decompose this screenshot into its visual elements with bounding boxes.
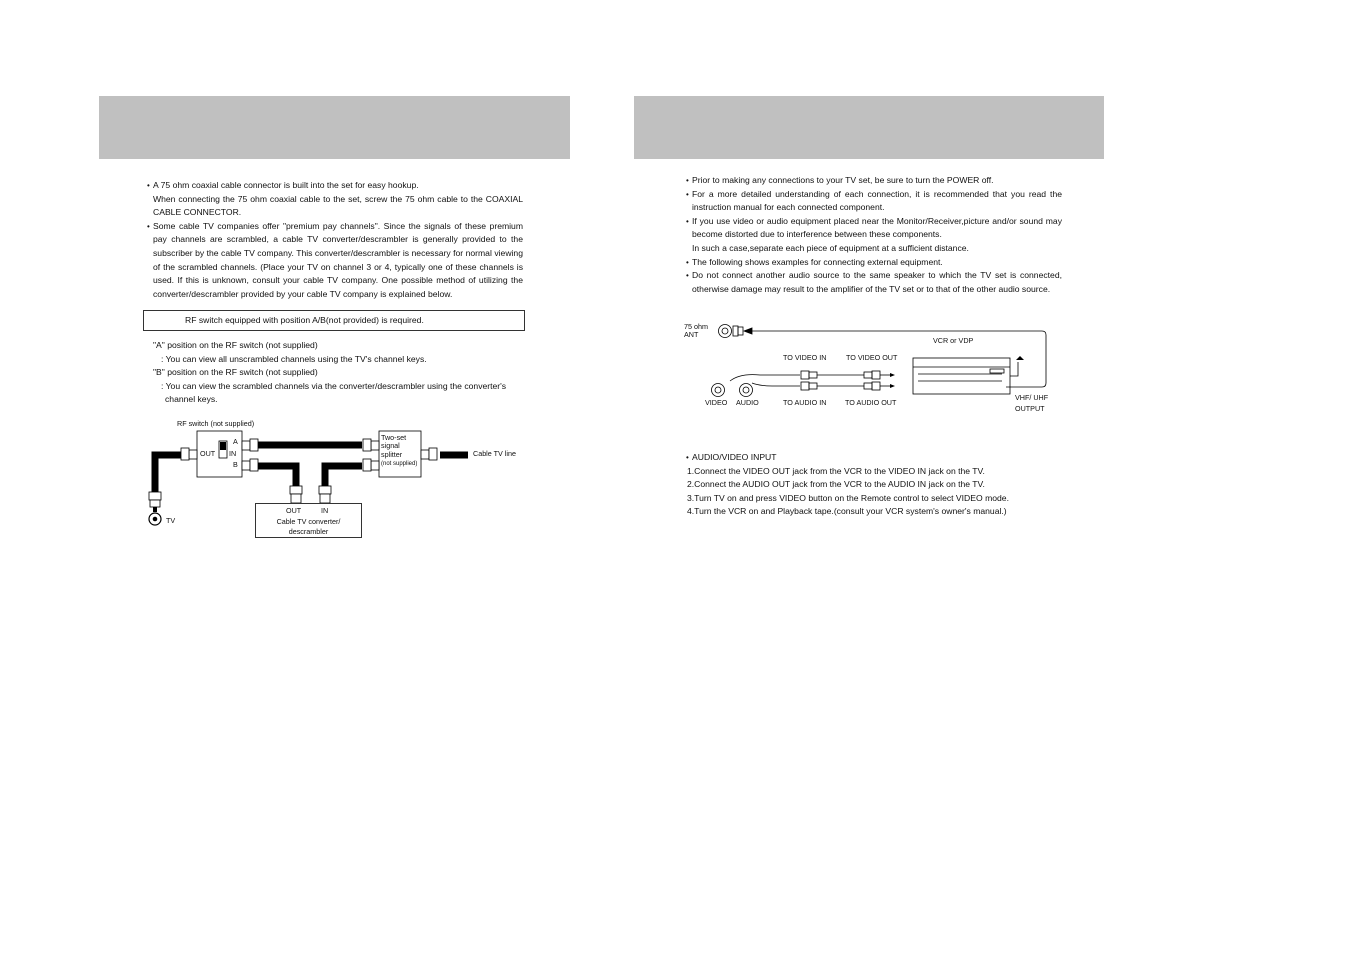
- bullet-interference-continuation: In such a case,separate each piece of equipment at a sufficient distance.: [692, 242, 969, 253]
- av-input-step-2: 2.Connect the AUDIO OUT jack from the VCR to the AUDIO IN jack on the TV.: [687, 479, 985, 490]
- splitter-line1: Two-set: [381, 433, 407, 442]
- position-b-desc: : You can view the scrambled channels via the converter/descrambler using the converter's channel keys.: [161, 380, 507, 405]
- splitter-line4: (not supplied): [381, 461, 418, 467]
- rf-port-a: A: [233, 437, 238, 446]
- vhf-uhf-label-line1: VHF/ UHF: [1015, 393, 1049, 402]
- tv-label: TV: [166, 516, 176, 525]
- converter-label-line2: descrambler: [288, 527, 329, 536]
- tv-video-jack-label: VIDEO: [705, 398, 728, 407]
- to-audio-in-label: TO AUDIO IN: [783, 398, 827, 407]
- position-a-title: "A" position on the RF switch (not supplied): [153, 340, 318, 350]
- bullet-read-manual: • For a more detailed understanding of each connection, it is recommended that you read the instruction manual for each connected component.: [692, 188, 1062, 215]
- rf-port-in: IN: [229, 449, 237, 458]
- position-a-desc: : You can view all unscrambled channels using the TV's channel keys.: [161, 353, 427, 364]
- rf-switch-notice: RF switch equipped with position A/B(not provided) is required.: [143, 310, 525, 331]
- vhf-uhf-label-line2: OUTPUT: [1015, 404, 1045, 413]
- splitter-line3: splitter: [381, 450, 403, 459]
- converter-label-line1: Cable TV converter/: [276, 517, 341, 526]
- bullet-coax-continuation: When connecting the 75 ohm coaxial cable to the set, screw the 75 ohm cable to the COAXIAL CABLE CONNECTOR.: [153, 193, 523, 218]
- ant-label-line1: 75 ohm: [684, 322, 708, 331]
- av-input-step-4: 4.Turn the VCR on and Playback tape.(consult your VCR system's owner's manual.): [687, 506, 1007, 517]
- av-input-step-1: 1.Connect the VIDEO OUT jack from the VCR to the VIDEO IN jack on the TV.: [687, 465, 985, 476]
- bullet-examples: • The following shows examples for connecting external equipment.: [692, 256, 1062, 270]
- bullet-audio-source: • Do not connect another audio source to the same speaker to which the TV set is connected, otherwise damage may result to the amplifier of the TV set or to that of the other audio source.: [692, 269, 1062, 296]
- av-input-section: [687, 451, 1067, 519]
- to-video-out-label: TO VIDEO OUT: [846, 353, 898, 362]
- ant-label-line2: ANT: [684, 330, 699, 339]
- av-input-step-3: 3.Turn TV on and press VIDEO button on the Remote control to select VIDEO mode.: [687, 492, 1009, 503]
- bullet-coax-connector: • A 75 ohm coaxial cable connector is built into the set for easy hookup.: [153, 179, 523, 193]
- converter-out-port: OUT: [286, 506, 302, 515]
- bullet-interference: • If you use video or audio equipment placed near the Monitor/Receiver,picture and/or sound may become distorted due to interference between these components.: [692, 215, 1062, 242]
- rf-port-b: B: [233, 460, 238, 469]
- to-audio-out-label: TO AUDIO OUT: [845, 398, 897, 407]
- rf-port-out: OUT: [200, 449, 216, 458]
- bullet-power-off: • Prior to making any connections to your TV set, be sure to turn the POWER off.: [692, 174, 1062, 188]
- cable-tv-line-label: Cable TV line: [473, 449, 517, 458]
- vcr-label: VCR or VDP: [933, 336, 974, 345]
- bullet-premium-channels: • Some cable TV companies offer "premium pay channels". Since the signals of these premium pay channels are scrambled, a cable TV converter/descrambler is generally provided to the subscriber by the cable TV company. This converter/descrambler is necessary for normal viewing of the scrambled channels. (Place your TV on channel 3 or 4, typically one of these channels is used. If this is unknown, consult your cable TV company. One possible method of utilizing the converter/descrambler provided by your cable TV company is explained below.: [153, 220, 523, 302]
- splitter-line2: signal: [381, 441, 400, 450]
- position-b-title: "B" position on the RF switch (not supplied): [153, 367, 318, 378]
- tv-audio-jack-label: AUDIO: [736, 398, 759, 407]
- to-video-in-label: TO VIDEO IN: [783, 353, 827, 362]
- av-input-title: • AUDIO/VIDEO INPUT: [692, 451, 1067, 465]
- rf-switch-label: RF switch (not supplied): [177, 419, 255, 428]
- converter-in-port: IN: [321, 506, 329, 515]
